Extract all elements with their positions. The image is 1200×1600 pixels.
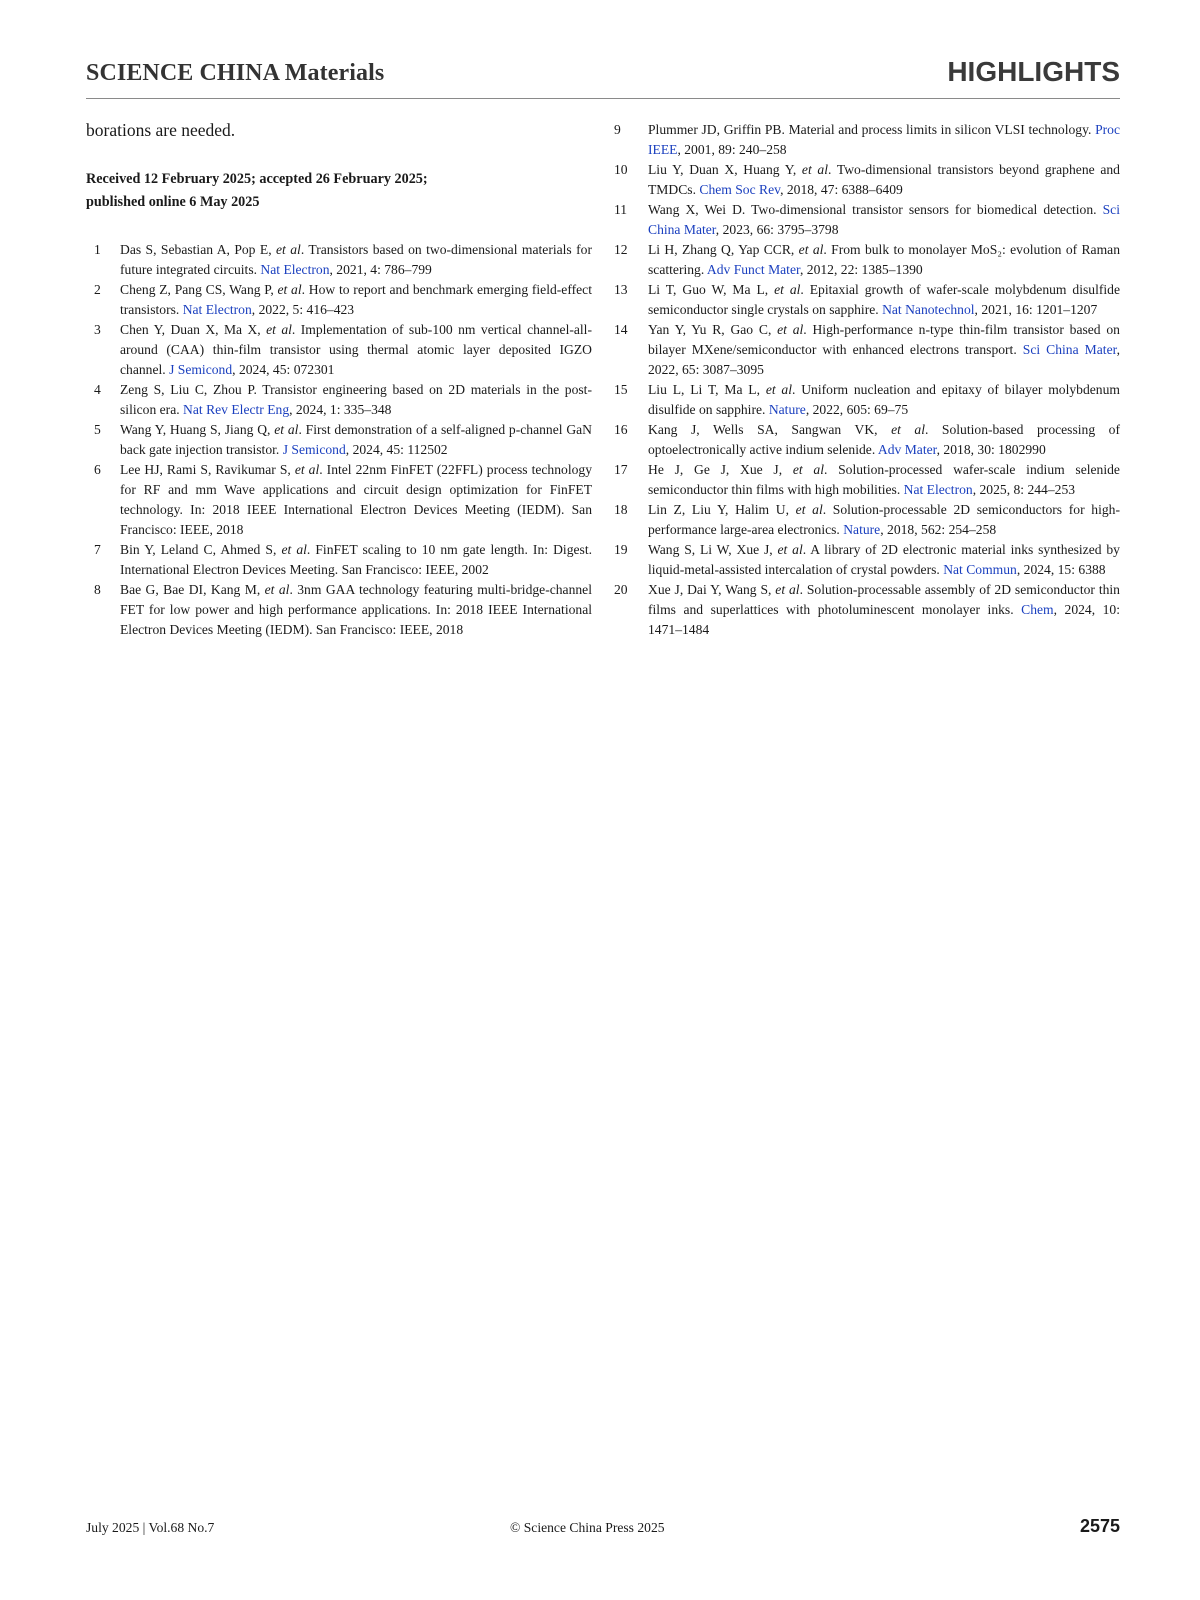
reference-authors: Wang Y, Huang S, Jiang Q,	[120, 422, 275, 437]
reference-text	[648, 320, 1120, 380]
intro-text: borations are needed.	[86, 120, 236, 140]
reference-authors: Bin Y, Leland C, Ahmed S,	[120, 542, 282, 557]
reference-number: 16	[614, 422, 628, 437]
reference-number: 10	[614, 162, 628, 177]
reference-details: , 2024, 1: 335–348	[289, 402, 392, 417]
reference-journal-link[interactable]: Nat Electron	[182, 302, 252, 317]
reference-details: , 2022, 65: 3087–3095	[648, 342, 1120, 377]
copyright: © Science China Press 2025	[510, 1520, 665, 1535]
reference-title: . Solution-processable assembly of 2D semiconductor thin films and superlattices with photoluminescent monolayer inks.	[648, 582, 1120, 617]
reference-journal-link[interactable]: Adv Mater	[877, 442, 937, 457]
reference-text	[648, 240, 1120, 280]
reference-authors: Wang S, Li W, Xue J,	[648, 542, 778, 557]
page-footer	[86, 1516, 1120, 1540]
reference-title: . High-performance n-type thin-film transistor based on bilayer MXene/semiconductor with enhanced electrons transport.	[648, 322, 1120, 357]
reference-journal-link[interactable]: Chem Soc Rev	[699, 182, 781, 197]
reference-text	[120, 540, 592, 580]
reference-et-al: et al	[777, 322, 804, 337]
reference-details: , 2018, 562: 254–258	[880, 522, 997, 537]
reference-item	[614, 240, 1120, 280]
reference-number: 20	[614, 582, 628, 597]
reference-title: . From bulk to monolayer MoS₂: evolution of Raman scattering.	[648, 242, 1120, 277]
reference-title: . Solution-processed wafer-scale indium selenide semiconductor thin films with high mobilities.	[648, 462, 1120, 497]
reference-journal-link[interactable]: Chem	[1021, 602, 1054, 617]
reference-details: , 2024, 45: 112502	[345, 442, 448, 457]
reference-journal-link[interactable]: Proc IEEE	[648, 122, 1120, 157]
reference-authors: Liu L, Li T, Ma L,	[648, 382, 766, 397]
reference-authors: Das S, Sebastian A, Pop E,	[120, 242, 277, 257]
reference-authors: Lin Z, Liu Y, Halim U,	[648, 502, 796, 517]
reference-item	[614, 580, 1120, 640]
reference-journal-link[interactable]: Nat Commun	[943, 562, 1017, 577]
reference-et-al: et al	[774, 282, 801, 297]
dates-received-accepted: Received 12 February 2025; accepted 26 February 2025;	[86, 171, 428, 187]
reference-list-left	[86, 240, 592, 640]
reference-et-al: et al	[277, 282, 302, 297]
reference-et-al: et al	[795, 502, 823, 517]
reference-details: , 2001, 89: 240–258	[677, 142, 787, 157]
reference-item	[614, 380, 1120, 420]
reference-et-al: et al	[276, 242, 301, 257]
reference-number: 3	[94, 322, 101, 337]
left-column	[86, 120, 592, 640]
journal-title: SCIENCE CHINA Materials	[86, 60, 385, 86]
reference-item	[614, 120, 1120, 160]
reference-list-right	[614, 120, 1120, 640]
reference-text	[648, 540, 1120, 580]
reference-journal-link[interactable]: Nat Rev Electr Eng	[183, 402, 290, 417]
reference-journal-link[interactable]: Nat Electron	[903, 482, 973, 497]
reference-et-al: et al	[891, 422, 925, 437]
reference-et-al: et al	[775, 582, 800, 597]
reference-title: . 3nm GAA technology featuring multi-bridge-channel FET for low power and high performance applications. In: 2018 IEEE International Electron Devices Meeting (IEDM). San Francisco: IEEE, 2018	[120, 582, 592, 637]
reference-text	[648, 120, 1120, 160]
reference-number: 4	[94, 382, 101, 397]
reference-item	[614, 280, 1120, 320]
reference-et-al: et al	[798, 242, 824, 257]
reference-authors: Plummer JD, Griffin PB. Material and process limits in silicon VLSI technology.	[648, 122, 1096, 137]
reference-number: 5	[94, 422, 101, 437]
reference-item	[86, 420, 592, 460]
reference-authors: Li T, Guo W, Ma L,	[648, 282, 775, 297]
reference-details: , 2022, 605: 69–75	[805, 402, 909, 417]
reference-text	[648, 420, 1120, 460]
reference-authors: Liu Y, Duan X, Huang Y,	[648, 162, 802, 177]
reference-details: , 2024, 45: 072301	[232, 362, 335, 377]
right-column	[614, 120, 1120, 640]
reference-details: , 2022, 5: 416–423	[251, 302, 355, 317]
reference-text	[648, 280, 1120, 320]
reference-number: 2	[94, 282, 101, 297]
reference-item	[614, 540, 1120, 580]
reference-item	[86, 240, 592, 280]
reference-item	[614, 320, 1120, 380]
reference-number: 8	[94, 582, 101, 597]
reference-title: . Solution-based processing of optoelectronically active indium selenide.	[648, 422, 1120, 457]
reference-item	[86, 580, 592, 640]
reference-text	[120, 460, 592, 540]
reference-number: 7	[94, 542, 101, 557]
reference-number: 15	[614, 382, 628, 397]
reference-text	[648, 380, 1120, 420]
reference-journal-link[interactable]: J Semicond	[169, 362, 233, 377]
reference-title: . First demonstration of a self-aligned p-channel GaN back gate injection transistor.	[120, 422, 592, 457]
reference-number: 11	[614, 202, 628, 217]
reference-title: . Solution-processable 2D semiconductors for high-performance large-area electronics.	[648, 502, 1120, 537]
reference-text	[120, 580, 592, 640]
reference-authors: Wang X, Wei D. Two-dimensional transistor sensors for biomedical detection.	[648, 202, 1103, 217]
reference-journal-link[interactable]: J Semicond	[282, 442, 346, 457]
reference-authors: Kang J, Wells SA, Sangwan VK,	[648, 422, 892, 437]
reference-title: . Epitaxial growth of wafer-scale molybdenum disulfide semiconductor single crystals on sapphire.	[648, 282, 1120, 317]
reference-text	[648, 500, 1120, 540]
reference-text	[120, 240, 592, 280]
reference-title: . FinFET scaling to 10 nm gate length. In: Digest. International Electron Devices Meeting. San Francisco: IEEE, 2002	[120, 542, 592, 577]
section-label: HIGHLIGHTS	[947, 56, 1120, 87]
reference-journal-link[interactable]: Adv Funct Mater	[706, 262, 800, 277]
reference-item	[86, 280, 592, 320]
reference-title: . Implementation of sub-100 nm vertical channel-all-around (CAA) thin-film transistor using thermal atomic layer deposited IGZO channel.	[120, 322, 592, 377]
reference-number: 18	[614, 502, 628, 517]
reference-item	[86, 460, 592, 540]
page-header	[86, 56, 1120, 99]
reference-details: , 2021, 4: 786–799	[329, 262, 432, 277]
reference-et-al: et al	[266, 322, 292, 337]
reference-et-al: et al	[777, 542, 803, 557]
reference-journal-link[interactable]: Nat Electron	[260, 262, 330, 277]
reference-title: . Transistors based on two-dimensional materials for future integrated circuits.	[120, 242, 592, 277]
reference-details: , 2012, 22: 1385–1390	[799, 262, 923, 277]
reference-details: , 2024, 10: 1471–1484	[648, 602, 1121, 637]
reference-title: . How to report and benchmark emerging field-effect transistors.	[120, 282, 592, 317]
reference-title: . Intel 22nm FinFET (22FFL) process technology for RF and mm Wave applications and circuit design optimization for FinFET technology. In: 2018 IEEE International Electron Devices Meeting (IEDM). San Francisco: IEEE, 2018	[120, 462, 592, 537]
reference-authors: Xue J, Dai Y, Wang S,	[648, 582, 776, 597]
reference-item	[86, 320, 592, 380]
reference-et-al: et al	[765, 382, 793, 397]
reference-item	[614, 160, 1120, 200]
reference-number: 13	[614, 282, 628, 297]
reference-authors: Chen Y, Duan X, Ma X,	[120, 322, 267, 337]
reference-et-al: et al	[792, 462, 824, 477]
reference-item	[86, 380, 592, 420]
reference-title: . Two-dimensional transistors beyond graphene and TMDCs.	[648, 162, 1120, 197]
reference-details: , 2018, 30: 1802990	[936, 442, 1046, 457]
reference-et-al: et al	[274, 422, 299, 437]
reference-et-al: et al	[294, 462, 320, 477]
page-number: 2575	[1079, 1516, 1120, 1536]
reference-journal-link[interactable]: Nature	[843, 522, 881, 537]
reference-details: , 2024, 15: 6388	[1016, 562, 1106, 577]
reference-journal-link[interactable]: Nature	[768, 402, 806, 417]
reference-item	[614, 500, 1120, 540]
reference-authors: Cheng Z, Pang CS, Wang P,	[120, 282, 278, 297]
reference-number: 12	[614, 242, 628, 257]
reference-et-al: et al	[264, 582, 290, 597]
reference-number: 17	[614, 462, 628, 477]
reference-authors: He J, Ge J, Xue J,	[648, 462, 793, 477]
reference-details: , 2023, 66: 3795–3798	[715, 222, 839, 237]
reference-authors: Lee HJ, Rami S, Ravikumar S,	[120, 462, 295, 477]
reference-details: , 2025, 8: 244–253	[972, 482, 1076, 497]
reference-item	[86, 540, 592, 580]
reference-authors: Li H, Zhang Q, Yap CCR,	[648, 242, 799, 257]
reference-journal-link[interactable]: Nat Nanotechnol	[882, 302, 975, 317]
reference-item	[614, 460, 1120, 500]
reference-number: 14	[614, 322, 628, 337]
reference-number: 1	[94, 242, 101, 257]
reference-number: 19	[614, 542, 628, 557]
reference-text	[120, 420, 592, 460]
reference-text	[648, 160, 1120, 200]
issue-info: July 2025 | Vol.68 No.7	[86, 1520, 215, 1535]
reference-title: . Uniform nucleation and epitaxy of bilayer molybdenum disulfide on sapphire.	[648, 382, 1120, 417]
reference-text	[648, 200, 1120, 240]
reference-text	[120, 380, 592, 420]
reference-text	[648, 460, 1120, 500]
reference-journal-link[interactable]: Sci China Mater	[648, 202, 1120, 237]
reference-journal-link[interactable]: Sci China Mater	[1022, 342, 1117, 357]
reference-item	[614, 200, 1120, 240]
reference-number: 9	[614, 122, 621, 137]
reference-et-al: et al	[801, 162, 829, 177]
reference-authors: Bae G, Bae DI, Kang M,	[120, 582, 265, 597]
reference-number: 6	[94, 462, 101, 477]
publication-dates	[86, 168, 592, 214]
reference-item	[614, 420, 1120, 460]
reference-details: , 2021, 16: 1201–1207	[974, 302, 1098, 317]
reference-text	[648, 580, 1120, 640]
reference-title: . A library of 2D electronic material inks synthesized by liquid-metal-assisted intercalation of crystal powders.	[648, 542, 1120, 577]
reference-authors: Yan Y, Yu R, Gao C,	[648, 322, 778, 337]
reference-details: , 2018, 47: 6388–6409	[780, 182, 903, 197]
reference-text	[120, 320, 592, 380]
dates-published: published online 6 May 2025	[86, 194, 260, 210]
reference-text	[120, 280, 592, 320]
reference-authors: Zeng S, Liu C, Zhou P. Transistor engineering based on 2D materials in the post-silicon era.	[120, 382, 592, 417]
reference-et-al: et al	[281, 542, 307, 557]
